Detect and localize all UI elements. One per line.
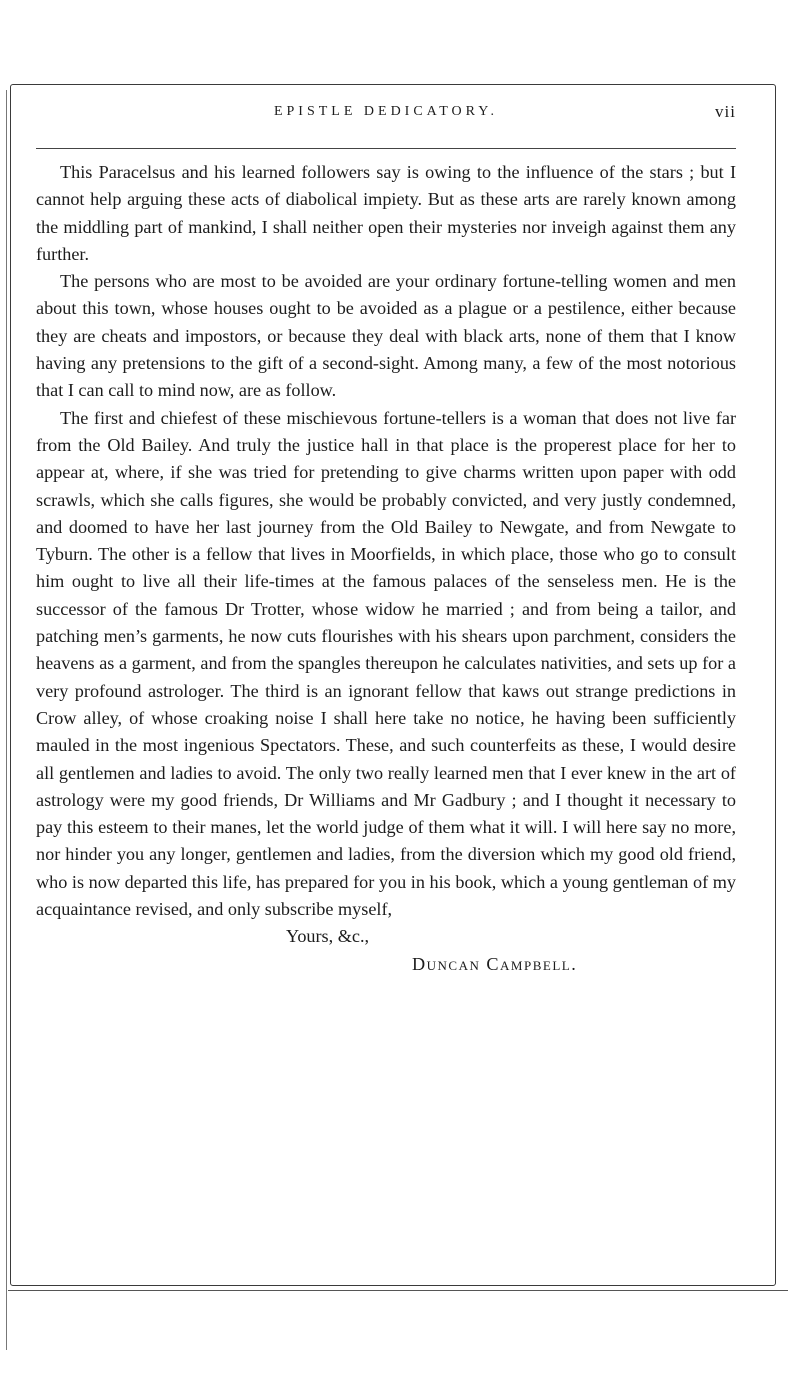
paragraph: This Paracelsus and his learned followers say is owing to the influence of the stars ; but I cannot help arguing these acts of diabolical impiety. But as these arts are rarely known among the middling part of mankind, I shall neither open their mysteries nor inveigh against them any further. <box>36 162 736 264</box>
signature: Duncan Campbell. <box>412 953 578 974</box>
valediction: Yours, &c., <box>286 926 370 947</box>
document-page <box>36 104 736 978</box>
scan-edge-line <box>8 1290 788 1291</box>
running-title: EPISTLE DEDICATORY. <box>273 104 499 119</box>
running-header <box>36 104 736 128</box>
closing-block <box>36 923 736 978</box>
scan-edge-line <box>6 90 7 1350</box>
body-text <box>36 159 736 923</box>
paragraph: The persons who are most to be avoided are your ordinary fortune-telling women and men about this town, whose houses ought to be avoided as a plague or a pestilence, either because they are cheats and impostors, or because they deal with black arts, none of them that I know having any pretensions to the gift of a second-sight. Among many, a few of the most notorious that I can call to mind now, are as follow. <box>36 271 736 401</box>
header-rule <box>36 148 736 149</box>
paragraph: The first and chiefest of these mischievous fortune-tellers is a woman that does not live far from the Old Bailey. And truly the justice hall in that place is the properest place for her to appear at, where, if she was tried for pretending to give charms written upon paper with odd scrawls, which she calls figures, she would be probably convicted, and very justly condemned, and doomed to have her last journey from the Old Bailey to Newgate, and from Newgate to Tyburn. The other is a fellow that lives in Moorfields, in which place, those who go to consult him ought to live all their life-times at the famous palaces of the senseless men. He is the successor of the famous Dr Trotter, whose widow he married ; and from being a tailor, and patching men’s garments, he now cuts flourishes with his shears upon parchment, considers the heavens as a garment, and from the spangles thereupon he calculates nativities, and sets up for a very profound astrologer. The third is an ignorant fellow that kaws out strange predictions in Crow alley, of whose croaking noise I shall here take no notice, he having been sufficiently mauled in the most ingenious Spectators. These, and such counterfeits as these, I would desire all gentlemen and ladies to avoid. The only two really learned men that I ever knew in the art of astrology were my good friends, Dr Williams and Mr Gadbury ; and I thought it necessary to pay this esteem to their manes, let the world judge of them what it will. I will here say no more, nor hinder you any longer, gentlemen and ladies, from the diversion which my good old friend, who is now departed this life, has prepared for you in his book, which a young gentleman of my acquaintance revised, and only subscribe myself, <box>36 407 736 920</box>
page-number: vii <box>715 102 736 121</box>
